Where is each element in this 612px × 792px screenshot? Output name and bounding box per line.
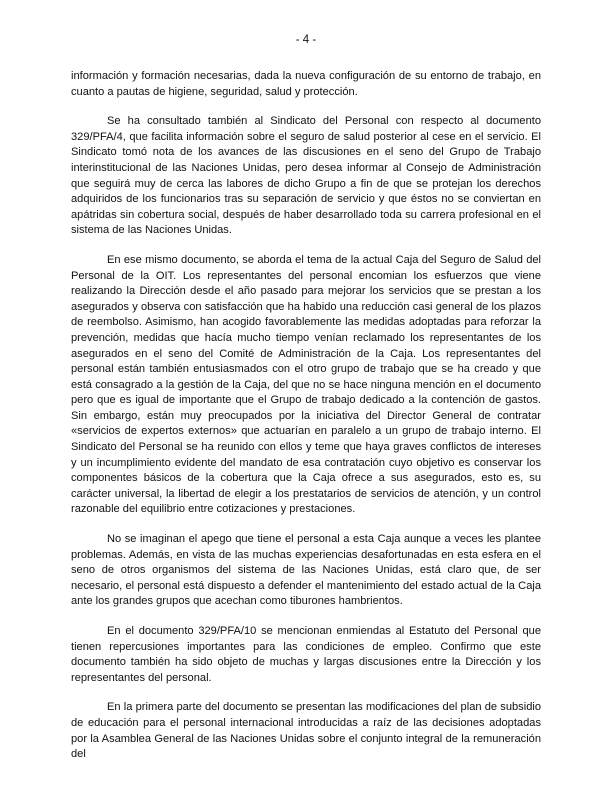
paragraph-staff-attachment: No se imaginan el apego que tiene el personal a esta Caja aunque a veces les plantee problemas. Además, en vista de las muchas experiencias desafortunadas en esta esfera en el seno de otros organismos del sistema de las Naciones Unidas, está claro que, de ser necesario, el personal está dispuesto a defender el mantenimiento del estado actual de la Caja ante los grandes grupos que acechan como tiburones hambrientos. [71, 533, 541, 608]
page-number: - 4 - [295, 34, 317, 46]
paragraph-staff-regulations-amendments: En el documento 329/PFA/10 se mencionan enmiendas al Estatuto del Personal que tienen repercusiones importantes para las condiciones de empleo. Confirmo que este documento también ha sido objeto de muchas y largas discusiones entre la Dirección y los representantes del personal. [71, 625, 541, 684]
document-body [71, 69, 541, 777]
paragraph-health-insurance-fund: En ese mismo documento, se aborda el tema de la actual Caja del Seguro de Salud del Personal de la OIT. Los representantes del personal encomian los esfuerzos que viene realizando la Dirección desde el año pasado para mejorar los servicios que se prestan a los asegurados y observa con satisfacción que ha habido una reducción casi general de los plazos de reembolso. Asimismo, han acogido favorablemente las medidas adoptadas para reforzar la prevención, medidas que hacía mucho tiempo venían reclamado los representantes de los asegurados en el seno del Comité de Administración de la Caja. Los representantes del personal están también entusiasmados con el otro grupo de trabajo que se ha creado y que está consagrado a la gestión de la Caja, del que no se hace ninguna mención en el documento pero que es igual de importante que el Grupo de trabajo dedicado a la contención de gastos. Sin embargo, están muy preocupados por la iniciativa del Director General de contratar «servicios de expertos externos» que actuarían en paralelo a un grupo de trabajo interno. El Sindicato del Personal se ha reunido con ellos y teme que haya graves conflictos de intereses y un incumplimiento evidente del mandato de esa contratación cuyo objetivo es conservar los componentes básicos de la cobertura que la Caja ofrece a sus asegurados, esto es, su carácter universal, la libertad de elegir a los prestatarios de servicios de atención, y un control razonable del equilibrio entre cotizaciones y prestaciones. [71, 253, 541, 516]
paragraph-education-grant: En la primera parte del documento se presentan las modificaciones del plan de subsidio de educación para el personal internacional introducidas a raíz de las decisiones adoptadas por la Asamblea General de las Naciones Unidas sobre el conjunto integral de la remuneración del [71, 701, 541, 761]
paragraph-continuation: información y formación necesarias, dada la nueva configuración de su entorno de trabajo, en cuanto a pautas de higiene, seguridad, salud y protección. [71, 70, 541, 98]
paragraph-staff-union-health-insurance: Se ha consultado también al Sindicato del Personal con respecto al documento 329/PFA/4, que facilita información sobre el seguro de salud posterior al cese en el servicio. El Sindicato tomó nota de los avances de las discusiones en el seno del Grupo de Trabajo interinstitucional de las Naciones Unidas, pero desea informar al Consejo de Administración que seguirá muy de cerca las labores de dicho Grupo a fin de que se protejan los derechos adquiridos de los funcionarios tras su separación de servicio y que éstos no se conviertan en apátridas sin cobertura social, después de haber desarrollado toda su carrera profesional en el sistema de las Naciones Unidas. [71, 115, 541, 237]
